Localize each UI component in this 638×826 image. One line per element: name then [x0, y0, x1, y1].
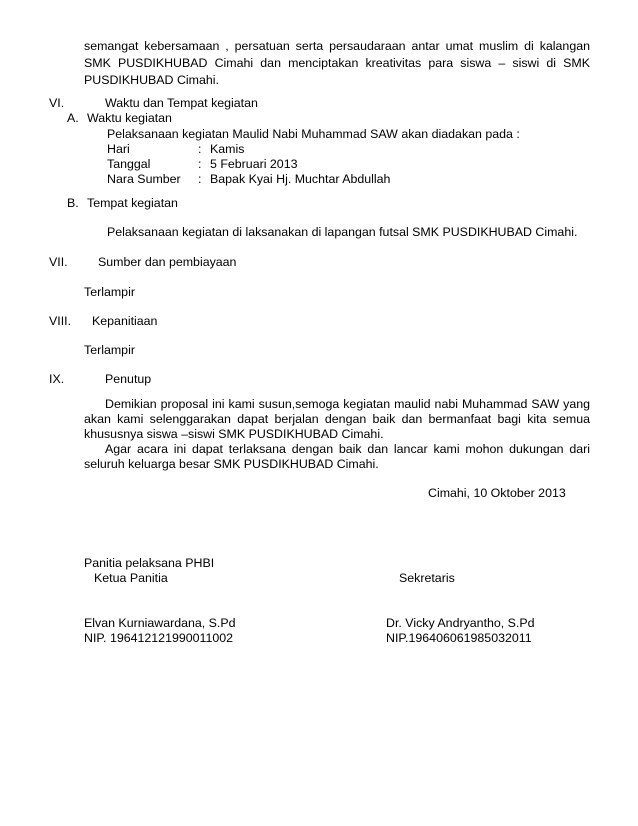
closing-p2-line-1: Agar acara ini dapat terlaksana dengan baik dan lancar kami mohon dukungan dari: [105, 442, 590, 456]
section-viii-number: VIII.: [49, 314, 72, 328]
closing-p1-line-1: Demikian proposal ini kami susun,semoga kegiatan maulid nabi Muhammad SAW yang: [105, 397, 590, 411]
left-signatory-nip: NIP. 196412121990011002: [84, 631, 234, 645]
detail-key-nara-sumber: Nara Sumber: [107, 172, 181, 186]
sub-b-text: Pelaksanaan kegiatan di laksanakan di lapangan futsal SMK PUSDIKHUBAD Cimahi.: [107, 225, 578, 239]
section-vii-number: VII.: [49, 255, 68, 269]
closing-p1-line-2: akan kami selenggarakan dapat berjalan dengan baik dan bermanfaat bagi kita semua: [84, 412, 590, 426]
sub-a-intro: Pelaksanaan kegiatan Maulid Nabi Muhammad SAW akan diadakan pada :: [107, 127, 520, 141]
detail-sep-tanggal: :: [198, 157, 202, 171]
detail-value-nara-sumber: Bapak Kyai Hj. Muchtar Abdullah: [210, 172, 391, 186]
intro-line-2: SMK PUSDIKHUBAD Cimahi dan menciptakan kreativitas para siswa – siswi di SMK: [84, 56, 590, 70]
intro-line-3: PUSDIKHUBAD Cimahi.: [84, 73, 219, 87]
section-vi-number: VI.: [49, 96, 65, 110]
sub-b-label: B.: [67, 196, 79, 210]
detail-value-hari: Kamis: [210, 142, 245, 156]
section-vii-text: Terlampir: [84, 285, 135, 299]
sub-b-title: Tempat kegiatan: [87, 196, 178, 210]
section-ix-number: IX.: [49, 372, 65, 386]
detail-key-hari: Hari: [107, 142, 130, 156]
closing-p1-line-3: khususnya siswa –siswi SMK PUSDIKHUBAD Cimahi.: [84, 427, 384, 441]
detail-key-tanggal: Tanggal: [107, 157, 151, 171]
detail-sep-nara-sumber: :: [198, 172, 202, 186]
detail-sep-hari: :: [198, 142, 202, 156]
right-signatory-nip: NIP.196406061985032011: [386, 631, 532, 645]
detail-value-tanggal: 5 Februari 2013: [210, 157, 298, 171]
intro-line-1: semangat kebersamaan , persatuan serta persaudaraan antar umat muslim di kalangan: [84, 39, 590, 53]
section-vi-title: Waktu dan Tempat kegiatan: [105, 96, 258, 110]
right-signatory-role: Sekretaris: [399, 571, 455, 585]
right-signatory-name: Dr. Vicky Andryantho, S.Pd: [386, 616, 535, 630]
closing-p2-line-2: seluruh keluarga besar SMK PUSDIKHUBAD Cimahi.: [84, 457, 379, 471]
committee-label: Panitia pelaksana PHBI: [84, 556, 215, 570]
section-viii-text: Terlampir: [84, 343, 135, 357]
date-place: Cimahi, 10 Oktober 2013: [428, 486, 566, 500]
left-signatory-role: Ketua Panitia: [94, 571, 168, 585]
sub-a-title: Waktu kegiatan: [87, 111, 172, 125]
section-vii-title: Sumber dan pembiayaan: [98, 255, 237, 269]
left-signatory-name: Elvan Kurniawardana, S.Pd: [84, 616, 236, 630]
sub-a-label: A.: [67, 111, 79, 125]
section-viii-title: Kepanitiaan: [92, 314, 158, 328]
section-ix-title: Penutup: [105, 372, 152, 386]
